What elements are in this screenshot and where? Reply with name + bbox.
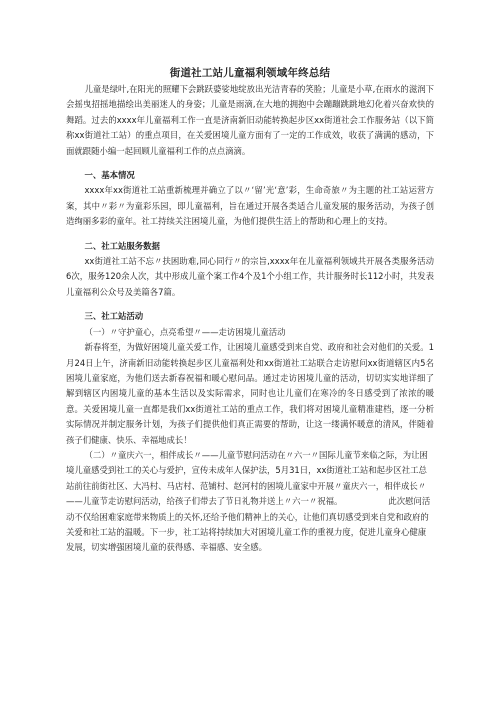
intro-paragraph: 儿童是绿叶,在阳光的照耀下会跳跃婆娑地绽放出光洁青春的笑脸；儿童是小草,在雨水的滋润下会摇曳招摇地描绘出美丽迷人的身姿；儿童是雨滴,在大地的拥抱中会蹦蹦跳跳地幻化着兴奋欢快的舞蹈。过去的xxxx年儿童福利工作一直是济南新旧动能转换起步区xx街道社会工作服务站（以下简称xx街道社工站）的重点项目，在关爱困境儿童方面有了一定的工作成效，收获了满满的感动，下面就跟随小编一起回顾儿童福利工作的点点滴滴。 [66, 84, 434, 156]
section-1-body: xxxx年xx街道社工站重新梳理并确立了以〃‘留’光‘意’彩，生命奇旅〃为主题的社工站运营方案，其中〃彩〃为童彩乐园，即儿童福利，旨在通过开展各类适合儿童发展的服务活动，为孩子创造绚丽多彩的童年。社工持续关注困境儿童，为他们提供生活上的帮助和心理上的支持。 [66, 185, 434, 227]
subsection-1-heading: （一）〃守护童心，点亮希望〃——走访困境儿童活动 [84, 326, 286, 337]
section-2-heading: 二、社工站服务数据 [84, 240, 160, 251]
section-2-body: xx街道社工站不忘〃扶困助难,同心同行〃的宗旨,xxxx年在儿童福利领域共开展各类服务活动6次，服务120余人次，其中形成儿童个案工作4个及1个小组工作，共计服务时长112小时，共发表儿童福利公众号及美篇各7篇。 [66, 256, 434, 297]
subsection-1-body: 新春将至，为做好困境儿童关爱工作，让困境儿童感受到来自党、政府和社会对他们的关爱。1月24日上午，济南新旧动能转换起步区儿童福利处和xx街道社工站联合走访慰问xx街道辖区内5名困境儿童家庭，为他们送去新春祝福和暖心慰问品。通过走访困境儿童的活动，切切实实地详细了解到辖区内困境儿童的基本生活以及实际需求，同时也让儿童们在寒冷的冬日感受到了浓浓的暖意。关爱困境儿童一直都是我们xx街道社工站的重点工作，我们将对困境儿童精准建档，逐一分析实际情况并制定服务计划，为孩子们提供他们真正需要的帮助，让这一缕满怀暖意的清风，伴随着孩子们健康、快乐、幸福地成长！ [66, 342, 434, 445]
section-3-heading: 三、社工站活动 [84, 311, 144, 322]
document-title: 街道社工站儿童福利领域年终总结 [169, 67, 331, 79]
section-1-heading: 一、基本情况 [84, 170, 135, 181]
subsection-2-heading: （二）〃童庆六一，相伴成长〃——儿童节慰问活动在〃六一〃国际儿童节来临之际，为让困境儿童感受到社工的关心与爱护，宣传未成年人保护法，5月31日，xx街道社工站和起步区社工总站前往前街社区、大冯村、马店村、范铺村、赵河村的困境儿童家中开展〃童庆六一，相伴成长〃——儿童节走访慰问活动，给孩子们带去了节日礼物并送上〃六一〃祝福。 此次慰问活动不仅给困难家庭带来物质上的关怀,还给予他们精神上的关心，让他们真切感受到来自党和政府的关爱和社工站的温暖。下一步，社工站将持续加大对困境儿童工作的重视力度，促进儿童身心健康发展，切实增强困境儿童的获得感、幸福感、安全感。 [66, 449, 431, 553]
